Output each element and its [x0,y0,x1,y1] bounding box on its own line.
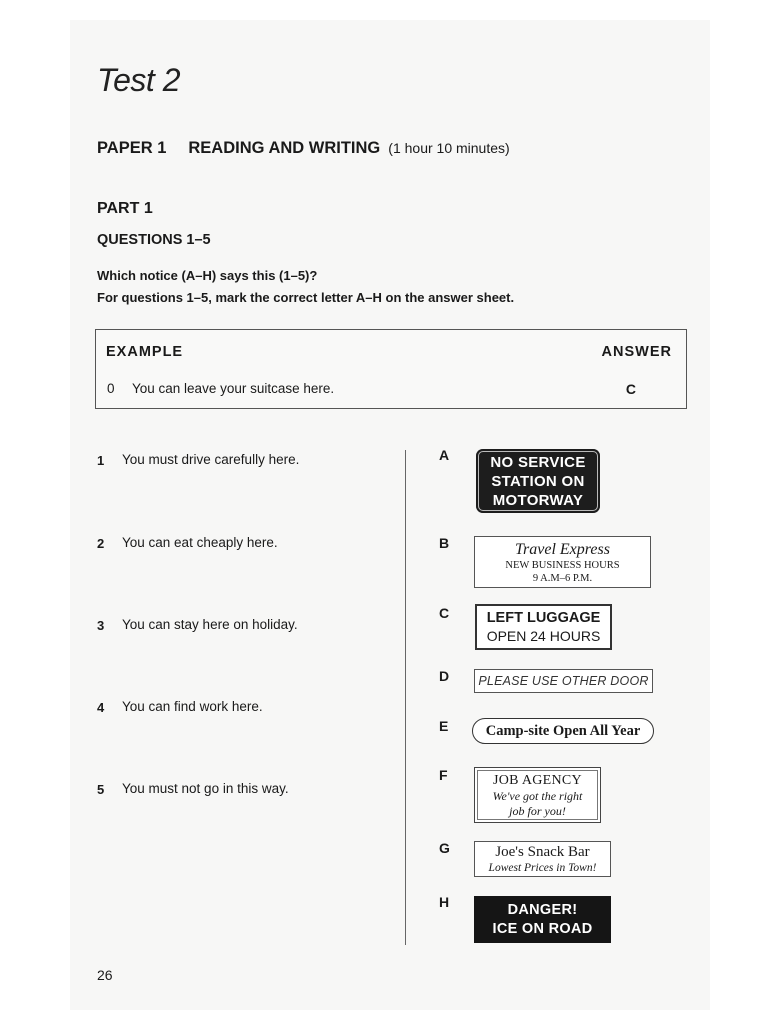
page-number: 26 [97,967,113,983]
notice-b-sign [474,536,651,588]
question-text: You can find work here. [122,699,263,714]
column-divider [405,450,406,945]
test-title: Test 2 [97,62,180,98]
question-number: 5 [97,782,105,797]
notice-f-line: job for you! [509,803,566,818]
part-title: PART 1 [97,200,153,217]
question-number: 1 [97,453,105,468]
paper-duration: (1 hour 10 minutes) [388,140,510,156]
notice-a-sign [476,449,600,513]
notice-a-line: MOTORWAY [492,491,584,509]
notice-g-line: Joe's Snack Bar [495,843,590,860]
notice-letter-f: F [439,767,448,783]
notice-d-line: PLEASE USE OTHER DOOR [478,674,649,688]
notice-g-line: Lowest Prices in Town! [488,861,597,874]
notice-a-line: NO SERVICE [490,453,586,471]
example-text: You can leave your suitcase here. [132,381,335,396]
notice-h-line: DANGER! [507,901,578,918]
notice-h-line: ICE ON ROAD [492,920,593,937]
notice-g-sign [474,841,611,877]
example-answer: C [625,381,636,397]
instruction-2: For questions 1–5, mark the correct letter A–H on the answer sheet. [97,290,515,305]
question-number: 2 [97,536,105,551]
notice-d-sign [474,669,653,693]
instruction-1: Which notice (A–H) says this (1–5)? [97,268,318,283]
notice-f-sign [474,767,601,823]
notice-letter-d: D [439,668,450,684]
question-number: 4 [97,700,105,715]
notice-e-sign [472,718,654,744]
notice-letter-a: A [439,447,450,463]
question-text: You can eat cheaply here. [122,535,278,550]
notice-letter-g: G [439,840,450,856]
notice-letter-h: H [439,894,450,910]
answer-label: ANSWER [601,344,672,360]
notice-c-sign [475,604,612,650]
notice-b-line: 9 A.M–6 P.M. [532,572,593,584]
example-box [95,329,687,409]
question-text: You must not go in this way. [122,781,289,796]
paper-label: PAPER 1 [97,139,167,157]
notice-h-sign [474,896,611,943]
notice-c-line: OPEN 24 HOURS [486,628,601,644]
question-text: You can stay here on holiday. [122,617,298,632]
notice-f-line: We've got the right [492,788,583,803]
notice-letter-e: E [439,718,449,734]
notice-letter-b: B [439,535,450,551]
notice-f-line: JOB AGENCY [493,772,582,788]
notice-b-line: NEW BUSINESS HOURS [505,559,620,571]
paper-name: READING AND WRITING [188,139,381,157]
question-number: 3 [97,618,105,633]
question-text: You must drive carefully here. [122,452,300,467]
notice-a-line: STATION ON [491,472,585,490]
questions-range: QUESTIONS 1–5 [97,232,211,248]
paper-heading [97,139,510,158]
notice-c-line: LEFT LUGGAGE [486,610,601,626]
page-background [70,20,710,1010]
example-label: EXAMPLE [106,344,184,360]
notice-e-line: Camp-site Open All Year [485,722,641,739]
notice-letter-c: C [439,605,450,621]
example-number: 0 [107,381,115,396]
notice-b-line: Travel Express [515,540,610,558]
